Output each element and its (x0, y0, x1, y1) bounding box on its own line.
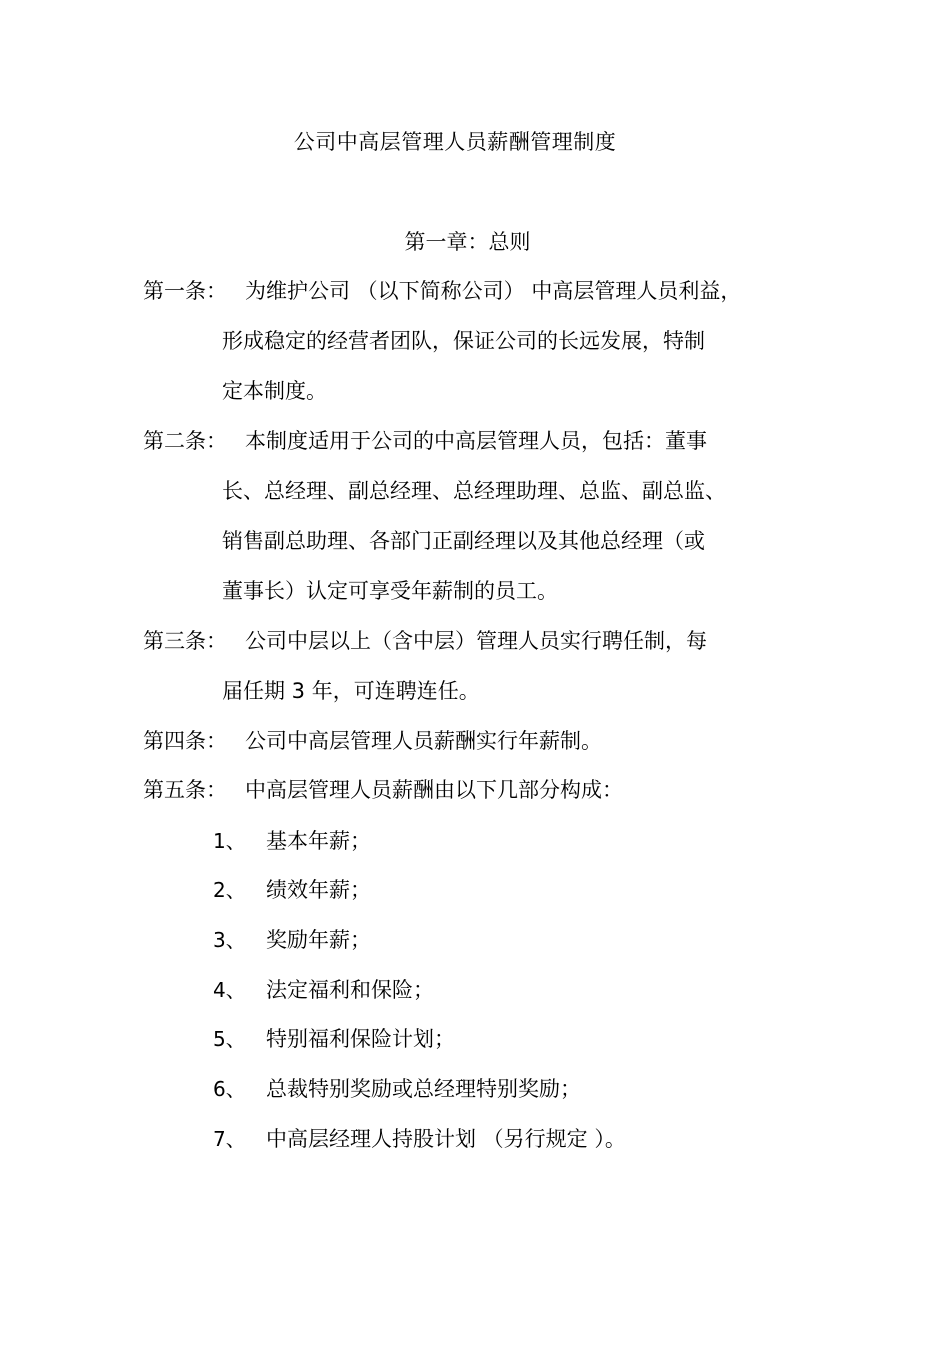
article-label: 第五条： (143, 778, 227, 802)
list-item-number: 3、 (213, 928, 246, 952)
list-item-number: 5、 (213, 1027, 246, 1051)
list-item-text: 基本年薪； (266, 829, 371, 853)
article-text-line: 届任期 3 年，可连聘连任。 (222, 679, 480, 703)
article-label: 第三条： (143, 629, 227, 653)
article-text-line: 销售副总助理、各部门正副经理以及其他总经理（或 (222, 529, 705, 553)
article-label: 第四条： (143, 729, 227, 753)
list-item-text: 特别福利保险计划； (266, 1027, 455, 1051)
list-item-number: 4、 (213, 978, 246, 1002)
article-text-line: 长、总经理、副总经理、总经理助理、总监、副总监、 (222, 479, 726, 503)
article-label: 第一条： (143, 279, 227, 303)
list-item-number: 2、 (213, 878, 246, 902)
article-label: 第二条： (143, 429, 227, 453)
list-item-text: 总裁特别奖励或总经理特别奖励； (266, 1077, 581, 1101)
article-text-line: 公司中层以上（含中层）管理人员实行聘任制，每 (245, 629, 707, 653)
article-text-line: 形成稳定的经营者团队，保证公司的长远发展，特制 (222, 329, 705, 353)
list-item-text: 绩效年薪； (266, 878, 371, 902)
list-item-text: 法定福利和保险； (266, 978, 434, 1002)
list-item-text: 奖励年薪； (266, 928, 371, 952)
chapter-heading: 第一章：总则 (404, 230, 531, 254)
article-text-line: 为维护公司 （以下简称公司） 中高层管理人员利益， (245, 279, 742, 303)
list-item-number: 6、 (213, 1077, 246, 1101)
document-title: 公司中高层管理人员薪酬管理制度 (293, 130, 617, 154)
article-text-line: 董事长）认定可享受年薪制的员工。 (222, 579, 558, 603)
article-text-line: 定本制度。 (222, 379, 327, 403)
article-text-line: 中高层管理人员薪酬由以下几部分构成： (245, 778, 623, 802)
article-text-line: 公司中高层管理人员薪酬实行年薪制。 (245, 729, 602, 753)
list-item-number: 1、 (213, 829, 246, 853)
list-item-text: 中高层经理人持股计划 （另行规定 ）。 (266, 1127, 626, 1151)
list-item-number: 7、 (213, 1127, 246, 1151)
article-text-line: 本制度适用于公司的中高层管理人员，包括：董事 (245, 429, 707, 453)
